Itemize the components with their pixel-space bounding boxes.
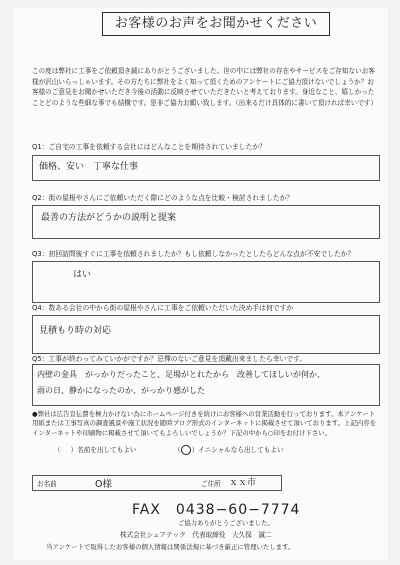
question-2: Q2：街の屋根やさんにご依頼いただく際にどのような点を比較・検討されましたか？ <box>32 194 294 202</box>
answer-3: はい <box>73 270 92 280</box>
question-5: Q5：工事が終わってみていかがですか？忌憚のないご意見を頂戴出来ましたら幸いです。 <box>32 355 307 363</box>
question-3: Q3：初回訪問後すぐに工事を依頼されましたか？もし依頼しなかったとしたらどんな点が不安でしたか？ <box>32 250 355 258</box>
answer-2: 最善の方法がどうかの説明と提案 <box>41 213 177 223</box>
survey-sheet <box>14 8 388 560</box>
privacy-notice: 当アンケートで取得したお客様の個人情報は関係法規に基づき厳正に管理いたします。 <box>46 543 295 551</box>
name-address-box <box>32 475 282 491</box>
selected-circle-mark <box>181 445 191 455</box>
permission-text: ●弊社は広告宣伝費を極力かけない為にホームページ付きを続けにお客様への営業活動を行っております。本アンケート用紙または工事写真の調査風景や施工状況を随時ブログ形式のインターネットに掲載させて頂いております。上記内容をインターネットや印刷物に掲載させて頂いてもよろしいでしょうか？下記の中から○印をお付け下さい。 <box>32 410 377 437</box>
question-4: Q4：数ある会社の中から街の屋根やさんに工事をご依頼いただいた決め手は何ですか <box>32 304 294 312</box>
choice-initial-ok-label: イニシャルなら出してもよい <box>198 446 284 454</box>
answer-box-1 <box>32 155 380 181</box>
choice-initial-ok[interactable]: （ ）イニシャルなら出してもよい <box>174 446 284 454</box>
fax-number: FAX 0438−60−7774 <box>132 502 301 518</box>
choice-name-ok-label: 名前を出してもよい <box>77 446 137 454</box>
address-label: ご住所 <box>201 480 221 488</box>
question-1: Q1：ご自宅の工事を依頼する会社にはどんなことを期待されていましたか？ <box>32 143 266 151</box>
answer-box-3 <box>32 261 380 303</box>
address-value: ｘｘ市 <box>229 478 257 488</box>
thanks-text: ご協力ありがとうございました。 <box>178 519 274 527</box>
page-title: お客様のお声をお聞かせください <box>102 12 330 36</box>
answer-box-2 <box>32 205 380 239</box>
answer-5-line-1: 内壁の金具 がっかりだったこと、足場がとれたから 改善してほしいが何か、 <box>37 370 325 379</box>
answer-4: 見積もり時の対応 <box>39 326 112 336</box>
answer-box-5 <box>32 364 380 406</box>
intro-text: この度は弊社に工事をご依頼頂き誠にありがとうございました。世の中には弊社の存在やサービスをご存知ないお客様が沢山いらっしゃいます。その方たちに弊社をよく知って頂くためのアンケートにご協力頂けないでしょうか？お客様のご意見をお聞かせいただき今後の活動に反映させていただきたいと考えております。身近なこと、嬉しかったことどのような些細な事でも結構です。是非ご協力お願い致します。（出来るだけ具体的に書いて頂ければ幸いです） <box>32 67 378 107</box>
name-value: O様 <box>95 479 112 490</box>
answer-box-4 <box>32 315 380 354</box>
choice-name-ok[interactable]: （ ）名前を出してもよい <box>54 446 137 454</box>
company-name: 株式会社シェアテック 代表取締役 大久保 誠二 <box>120 531 272 539</box>
answer-1: 価格、安い 丁寧な仕事 <box>39 162 139 172</box>
name-label: お名前 <box>37 480 57 488</box>
answer-5-line-2: 雨の日、静かになったのか、がっかり感がした <box>37 386 205 395</box>
